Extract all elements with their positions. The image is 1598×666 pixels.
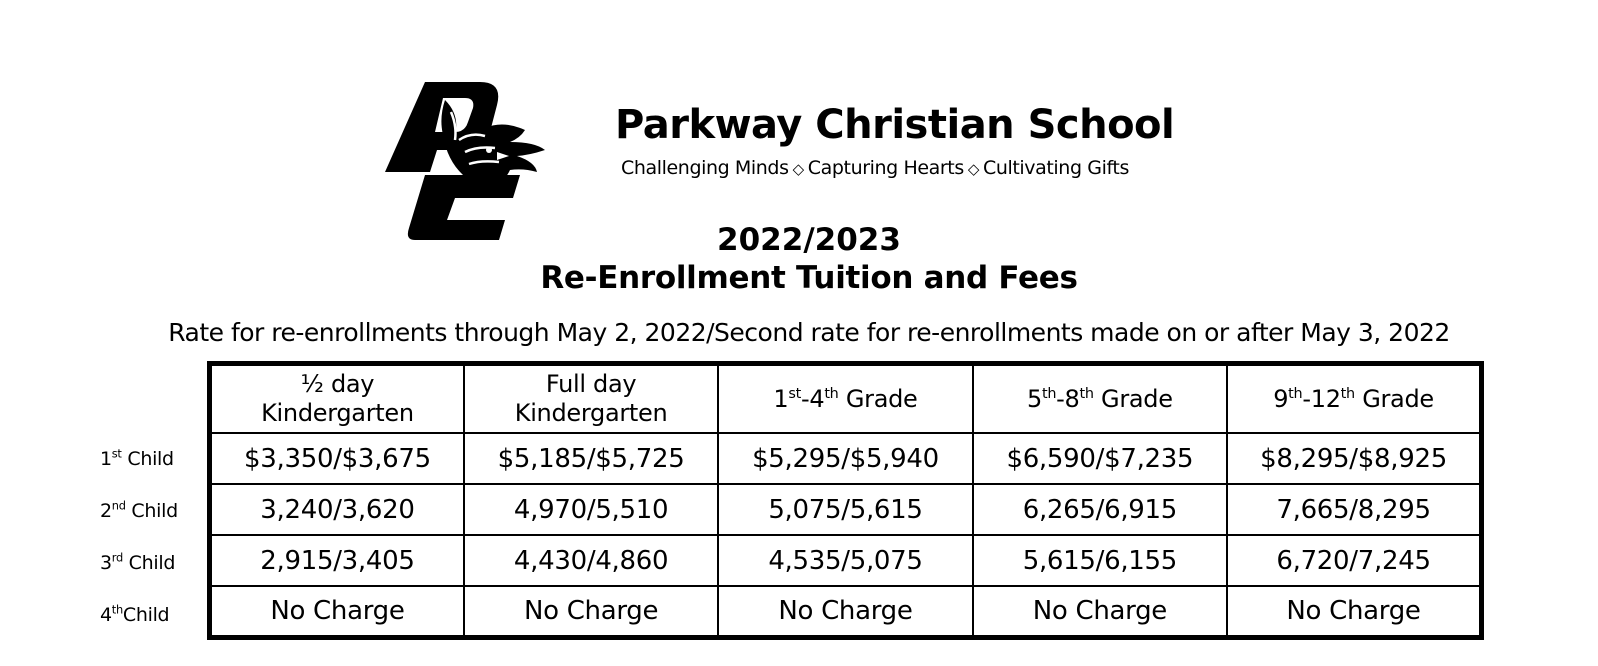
table-cell: $8,295/$8,925 xyxy=(1227,433,1481,484)
table-row xyxy=(210,535,1482,586)
table-cell: 5,075/5,615 xyxy=(718,484,972,535)
row-label-3rd-child: 3rd Child xyxy=(100,550,176,574)
row-label-2nd-child: 2nd Child xyxy=(100,498,178,522)
column-header-half-day-kindergarten: ½ day Kindergarten xyxy=(210,364,464,434)
row-label-4th-child: 4thChild xyxy=(100,602,170,626)
table-cell: 4,430/4,860 xyxy=(464,535,718,586)
table-cell: 5,615/6,155 xyxy=(973,535,1227,586)
column-header-grades-1-4: 1st-4th Grade xyxy=(718,364,972,434)
table-cell: 4,535/5,075 xyxy=(718,535,972,586)
diamond-separator-icon: ◇ xyxy=(792,160,804,178)
table-cell: No Charge xyxy=(464,586,718,638)
school-logo xyxy=(385,80,550,245)
column-header-grades-5-8: 5th-8th Grade xyxy=(973,364,1227,434)
table-cell: $6,590/$7,235 xyxy=(973,433,1227,484)
tagline-part: Challenging Minds xyxy=(621,157,789,179)
row-labels xyxy=(100,433,200,641)
diamond-separator-icon: ◇ xyxy=(967,160,979,178)
school-tagline xyxy=(621,156,1181,181)
table-cell: No Charge xyxy=(973,586,1227,638)
table-cell: No Charge xyxy=(1227,586,1481,638)
row-label-1st-child: 1st Child xyxy=(100,446,174,470)
table-cell: 4,970/5,510 xyxy=(464,484,718,535)
table-cell: $5,185/$5,725 xyxy=(464,433,718,484)
column-header-full-day-kindergarten: Full day Kindergarten xyxy=(464,364,718,434)
school-name: Parkway Christian School xyxy=(615,102,1175,148)
tuition-table xyxy=(207,361,1484,640)
table-cell: No Charge xyxy=(718,586,972,638)
table-row xyxy=(210,586,1482,638)
table-row xyxy=(210,433,1482,484)
document-title: Re-Enrollment Tuition and Fees xyxy=(540,260,1078,296)
tagline-part: Cultivating Gifts xyxy=(982,157,1129,179)
table-cell: No Charge xyxy=(210,586,464,638)
table-cell: 6,265/6,915 xyxy=(973,484,1227,535)
table-cell: 7,665/8,295 xyxy=(1227,484,1481,535)
column-header-grades-9-12: 9th-12th Grade xyxy=(1227,364,1481,434)
table-cell: $3,350/$3,675 xyxy=(210,433,464,484)
table-cell: 6,720/7,245 xyxy=(1227,535,1481,586)
table-header-row xyxy=(210,364,1482,434)
table-row xyxy=(210,484,1482,535)
tagline-part: Capturing Hearts xyxy=(807,157,964,179)
school-year: 2022/2023 xyxy=(717,222,901,258)
rate-note: Rate for re-enrollments through May 2, 2022/Second rate for re-enrollments made on or after May 3, 2022 xyxy=(168,318,1450,347)
table-cell: 3,240/3,620 xyxy=(210,484,464,535)
table-cell: 2,915/3,405 xyxy=(210,535,464,586)
table-cell: $5,295/$5,940 xyxy=(718,433,972,484)
